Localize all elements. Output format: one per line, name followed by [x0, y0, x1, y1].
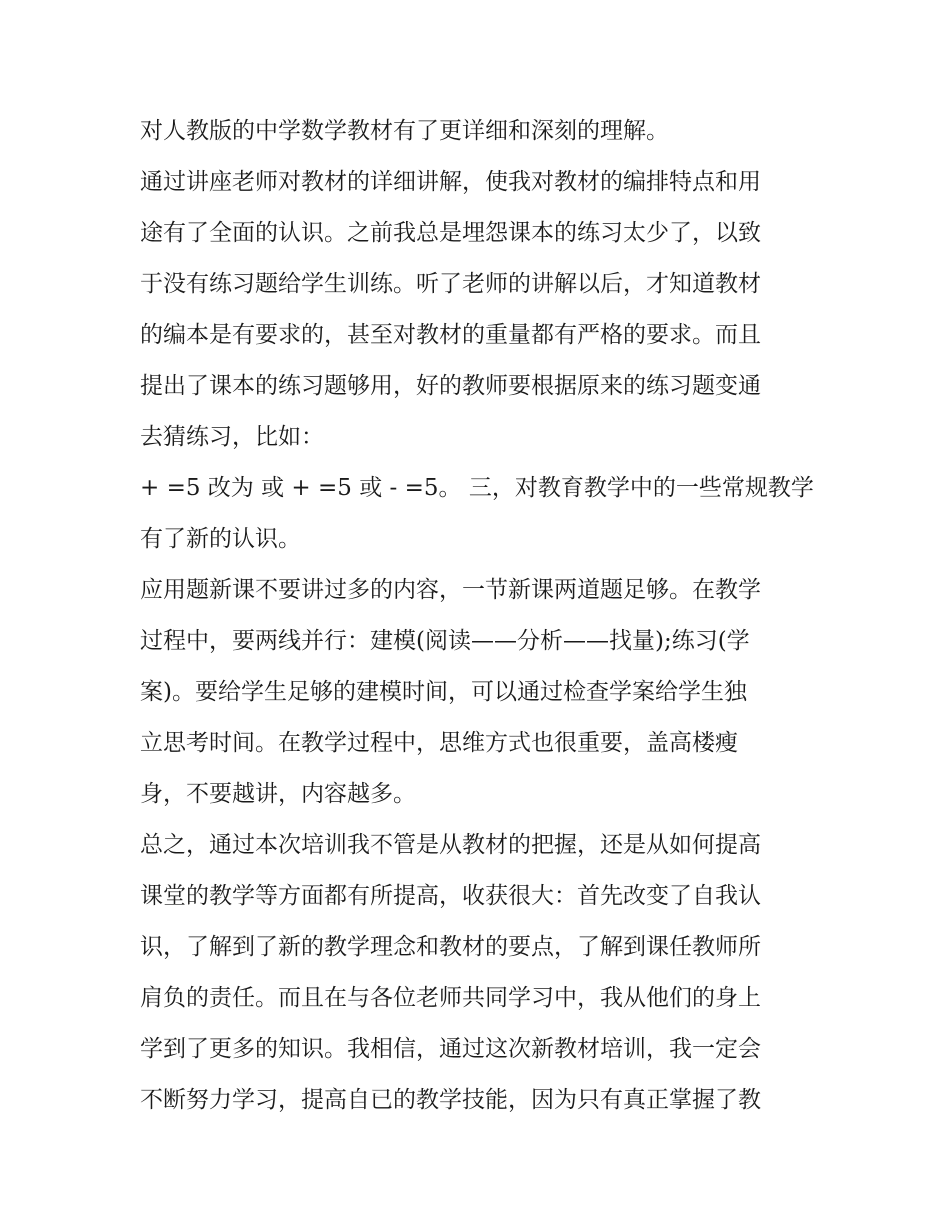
text-line-12: 案)。要给学生足够的建模时间，可以通过检查学案给学生独 [140, 679, 747, 705]
text-line-14: 身，不要越讲，内容越多。 [140, 781, 416, 807]
text-line-7: 去猜练习，比如： [140, 424, 324, 450]
text-line-16: 课堂的教学等方面都有所提高，收获很大：首先改变了自我认 [140, 883, 761, 909]
text-line-18: 肩负的责任。而且在与各位老师共同学习中，我从他们的身上 [140, 985, 761, 1011]
text-line-2: 通过讲座老师对教材的详细讲解，使我对教材的编排特点和用 [140, 169, 761, 195]
text-line-10: 应用题新课不要讲过多的内容，一节新课两道题足够。在教学 [140, 577, 761, 603]
text-line-4: 于没有练习题给学生训练。听了老师的讲解以后，才知道教材 [140, 271, 761, 297]
text-line-5: 的编本是有要求的，甚至对教材的重量都有严格的要求。而且 [140, 322, 761, 348]
text-line-17: 识，了解到了新的教学理念和教材的要点，了解到课任教师所 [140, 934, 761, 960]
text-line-20: 不断努力学习，提高自已的教学技能，因为只有真正掌握了教 [140, 1087, 761, 1113]
text-line-11: 过程中，要两线并行：建模(阅读——分析——找量);练习(学 [140, 628, 750, 654]
text-line-15: 总之，通过本次培训我不管是从教材的把握，还是从如何提高 [140, 832, 761, 858]
text-line-19: 学到了更多的知识。我相信，通过这次新教材培训，我一定会 [140, 1036, 761, 1062]
text-line-9: 有了新的认识。 [140, 526, 301, 552]
text-line-6: 提出了课本的练习题够用，好的教师要根据原来的练习题变通 [140, 373, 761, 399]
body-text [140, 106, 820, 1126]
text-line-1: 对人教版的中学数学教材有了更详细和深刻的理解。 [140, 118, 669, 144]
text-line-13: 立思考时间。在教学过程中，思维方式也很重要，盖高楼瘦 [140, 730, 738, 756]
text-line-3: 途有了全面的认识。之前我总是埋怨课本的练习太少了，以致 [140, 220, 761, 246]
text-line-8: + =5 改为 或 + =5 或 - =5。 三，对教育教学中的一些常规教学 [140, 475, 814, 501]
